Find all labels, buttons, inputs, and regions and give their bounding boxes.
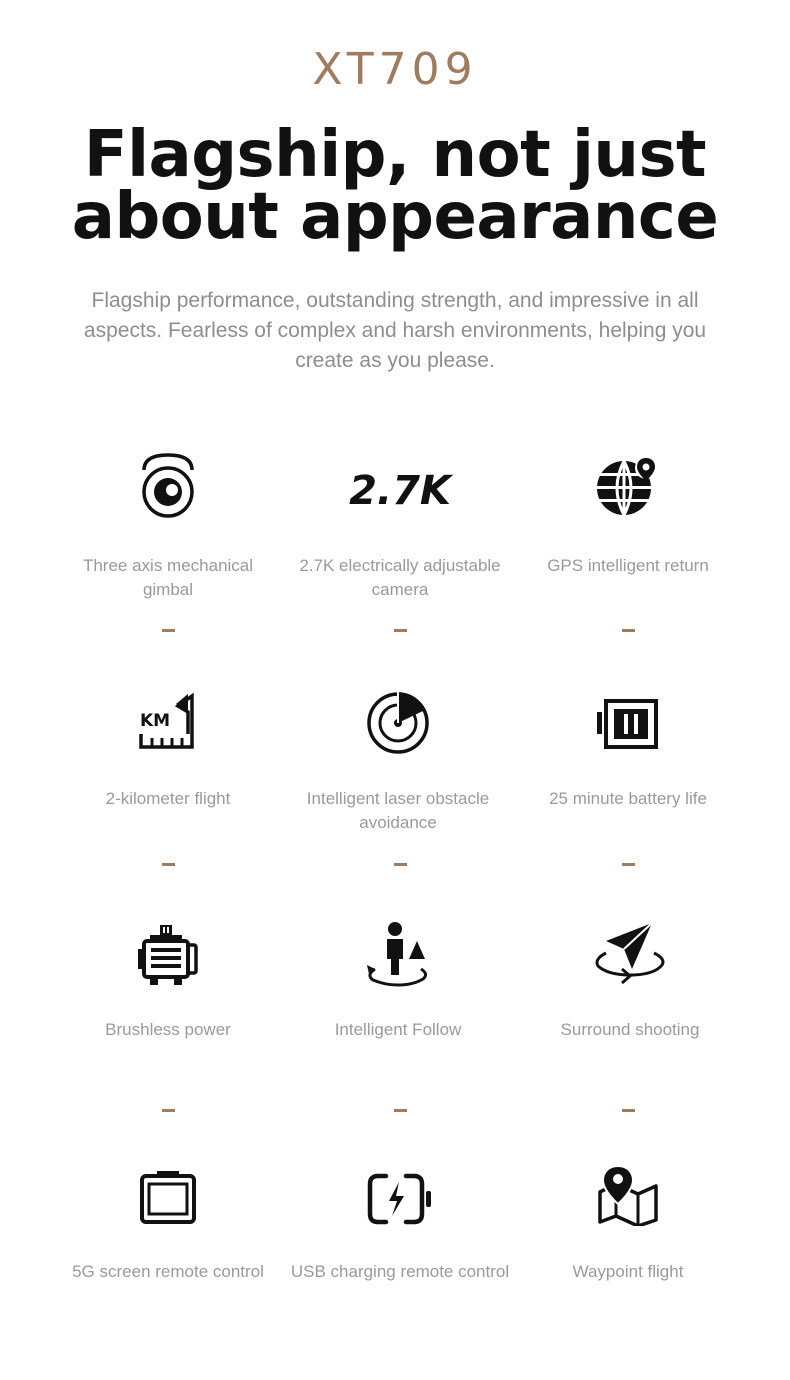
usb-charging-icon (366, 1170, 434, 1228)
lead-paragraph: Flagship performance, outstanding strength, and impressive in all aspects. Fearless of complex and harsh environments, helping you create as you please. (83, 289, 707, 372)
feature-label: 2.7K electrically adjustable camera (299, 556, 501, 599)
gps-globe-icon (596, 456, 660, 520)
feature-camera (290, 440, 510, 640)
camera-resolution-text: 2.7K (349, 470, 451, 510)
feature-brushless (58, 915, 278, 1115)
brushless-motor-icon (136, 923, 200, 989)
feature-distance (58, 680, 278, 880)
feature-usb-charging (290, 1160, 510, 1360)
brand-title: XT709 (312, 44, 478, 95)
feature-follow (288, 915, 508, 1115)
separator-dash (394, 629, 407, 632)
feature-gps (518, 440, 738, 640)
separator-dash (394, 1109, 407, 1112)
camera-2-7k-icon (325, 470, 475, 510)
feature-label: Waypoint flight (572, 1262, 684, 1281)
separator-dash (394, 863, 407, 866)
feature-battery (518, 680, 738, 880)
separator-dash (162, 863, 175, 866)
feature-label: Intelligent laser obstacle avoidance (306, 789, 490, 832)
feature-gimbal (58, 440, 278, 640)
feature-surround (520, 915, 740, 1115)
screen-remote-icon (139, 1170, 197, 1226)
feature-waypoint (518, 1160, 738, 1360)
feature-label: GPS intelligent return (547, 556, 709, 575)
headline-line-2: about appearance (71, 180, 719, 254)
separator-dash (162, 629, 175, 632)
feature-label: 2-kilometer flight (105, 789, 231, 808)
feature-label: Three axis mechanical gimbal (82, 556, 254, 599)
feature-obstacle (288, 680, 508, 880)
gimbal-icon (138, 450, 198, 522)
separator-dash (622, 863, 635, 866)
feature-label: USB charging remote control (290, 1262, 510, 1281)
feature-label: Surround shooting (560, 1020, 700, 1039)
surround-plane-icon (592, 921, 668, 987)
separator-dash (162, 1109, 175, 1112)
km-distance-icon (138, 692, 198, 752)
feature-label: Intelligent Follow (334, 1020, 462, 1039)
waypoint-map-icon (598, 1164, 658, 1226)
feature-label: 25 minute battery life (549, 789, 707, 808)
separator-dash (622, 1109, 635, 1112)
km-text: KM (140, 711, 171, 731)
feature-screen-remote (58, 1160, 278, 1360)
radar-icon (365, 690, 431, 756)
feature-label: 5G screen remote control (72, 1262, 264, 1281)
headline (0, 118, 790, 254)
feature-label: Brushless power (105, 1020, 231, 1039)
follow-person-icon (365, 921, 431, 987)
battery-icon (597, 698, 659, 750)
headline-line-1: Flagship, not just (83, 118, 707, 192)
separator-dash (622, 629, 635, 632)
